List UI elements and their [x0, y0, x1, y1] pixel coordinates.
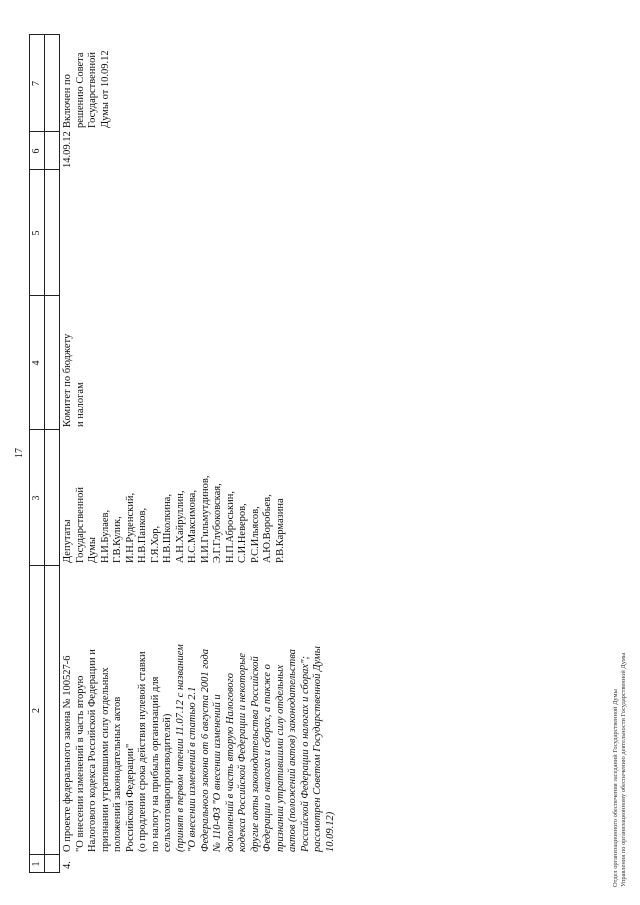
review-date: 14.09.12 [62, 131, 73, 168]
author-line: Г.В.Кулик, [112, 516, 123, 563]
status-line: решению Совета [74, 52, 86, 128]
author-line: Р.В.Кармазина [274, 498, 286, 563]
author-line: Думы [87, 537, 98, 563]
committee-line: и налогам [74, 382, 86, 427]
row-number: 4. [62, 861, 73, 869]
column-number-1: 1 [31, 861, 42, 867]
committee-line: Комитет по бюджету [62, 333, 73, 427]
author-line: Н.В.Школкина, [162, 494, 173, 563]
author-line: Г.Я.Хор, [149, 525, 161, 563]
status-line: Думы от 10.09.12 [99, 50, 111, 128]
bill-note-line: "О внесении изменений в статью 2.1 [187, 686, 198, 852]
column-number-2: 2 [31, 708, 42, 713]
bill-note-line: другие акты законодательства Российской [249, 656, 261, 852]
status-line: Государственной [87, 52, 98, 128]
author-line: С.И.Неверов, [237, 503, 248, 563]
author-line: И.И.Гильмутдинов, [199, 475, 211, 563]
bill-note-line: Федерального закона от 6 августа 2001 года [199, 649, 211, 852]
bill-line: по налогу на прибыль организаций для [149, 676, 161, 852]
bill-line: признании утратившими силу отдельных [99, 667, 111, 852]
footer [612, 427, 628, 887]
column-number-6: 6 [31, 148, 42, 154]
authors-list [62, 432, 287, 563]
bill-note-line: Российской Федерации о налогах и сборах"; [299, 656, 311, 852]
bill-note-line: Федерации о налогах и сборах, а также о [262, 664, 273, 852]
bill-line: (о продлении срока действия нулевой ставки [137, 651, 148, 852]
table-bottom-border [59, 35, 60, 873]
bill-line: "О внесении изменений в часть вторую [74, 675, 86, 852]
bill-note-line: рассмотрен Советом Государственной Думы [312, 646, 323, 852]
column-number-7: 7 [31, 81, 42, 86]
author-line: Депутаты [62, 519, 73, 563]
column-number-4: 4 [31, 360, 42, 366]
bill-note-line: 10.09.12) [324, 811, 336, 852]
footer-line: Управления по организационному обеспечению деятельности Государственной Думы [620, 652, 627, 887]
column-number-3: 3 [31, 495, 42, 501]
author-line: Э.Г.Глубоковская, [212, 483, 223, 563]
author-line: А.Ю.Воробьев, [262, 494, 273, 563]
agenda-status [62, 36, 112, 128]
bill-description [62, 568, 337, 852]
page-number: 17 [14, 448, 25, 458]
table-top-border [29, 35, 30, 873]
bill-title: О проекте федерального закона № 100527-6 [62, 655, 73, 852]
author-line: Р.С.Ильясов, [249, 506, 261, 563]
bill-line: Налогового кодекса Российской Федерации и [87, 649, 98, 852]
bill-note-line: (принят в первом чтении 11.07.12 с названием [174, 644, 186, 852]
bill-note-line: признании утратившими силу отдельных [274, 664, 286, 852]
column-number-5: 5 [31, 230, 42, 236]
author-line: Н.В.Панков, [137, 507, 148, 563]
responsible-committee [62, 298, 87, 427]
bill-note-line: кодекса Российской Федерации и некоторые [237, 652, 248, 852]
bill-note-line: актов (положений актов) законодательства [287, 649, 298, 852]
status-line: Включен по [62, 74, 73, 128]
author-line: Н.С.Максимова, [187, 490, 198, 563]
table-header-divider [44, 35, 45, 873]
author-line: Н.И.Булаев, [99, 509, 111, 563]
bill-line: Российской Федерации" [124, 743, 136, 852]
bill-line: сельхозтоваропроизводителей) [162, 713, 173, 852]
bill-note-line: № 110-ФЗ "О внесении изменений и [212, 694, 223, 852]
bill-line: положений законодательных актов [112, 696, 123, 852]
author-line: Н.П.Аброськин, [224, 491, 236, 563]
author-line: Государственной [74, 487, 86, 563]
bill-note-line: дополнений в часть вторую Налогового [224, 672, 236, 852]
author-line: И.Н.Руденский, [124, 492, 136, 563]
footer-line: Отдел организационного обеспечения заседаний Государственной Думы [612, 689, 619, 887]
author-line: А.Н.Хайруллин, [174, 490, 186, 563]
